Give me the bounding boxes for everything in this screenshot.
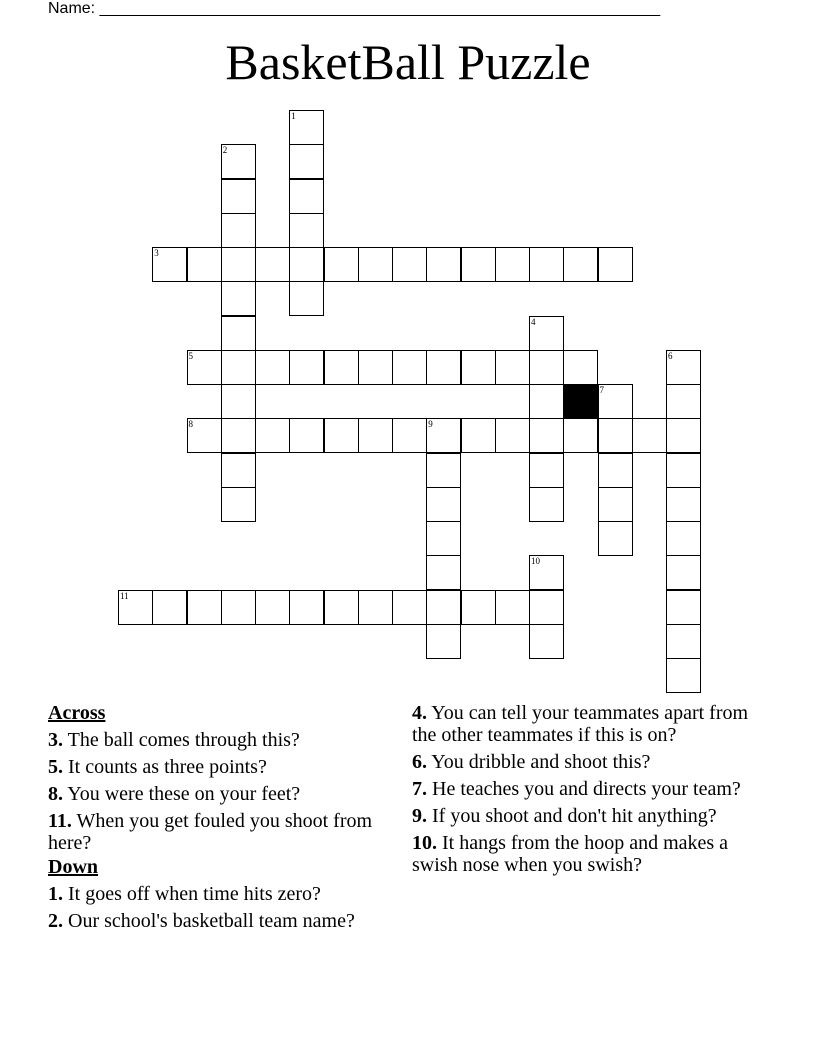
grid-cell[interactable] xyxy=(461,350,496,385)
clue-number: 3. xyxy=(48,729,63,751)
grid-cell[interactable] xyxy=(289,110,324,145)
grid-block xyxy=(563,384,598,419)
grid-cell[interactable] xyxy=(529,316,564,351)
clue-across-8 xyxy=(48,783,388,805)
clues-right-column xyxy=(412,702,774,881)
clue-across-5 xyxy=(48,756,388,778)
grid-cell[interactable] xyxy=(495,418,530,453)
cell-number: 9 xyxy=(428,419,433,430)
grid-cell[interactable] xyxy=(392,418,427,453)
grid-cell[interactable] xyxy=(529,487,564,522)
grid-cell[interactable] xyxy=(255,350,290,385)
grid-cell[interactable] xyxy=(426,453,461,488)
grid-cell[interactable] xyxy=(221,281,256,316)
cell-number: 3 xyxy=(154,248,159,258)
clue-text: If you shoot and don't hit anything? xyxy=(432,805,717,827)
clue-down-2 xyxy=(48,910,388,932)
grid-cell[interactable] xyxy=(426,247,461,282)
puzzle-title: BasketBall Puzzle xyxy=(225,34,591,90)
grid-cell[interactable] xyxy=(152,590,187,625)
grid-cell[interactable] xyxy=(426,350,461,385)
down-heading: Down xyxy=(48,856,99,878)
grid-cell[interactable] xyxy=(666,384,701,419)
grid-cell[interactable] xyxy=(289,213,324,248)
grid-cell[interactable] xyxy=(529,418,564,453)
cell-number: 10 xyxy=(531,556,540,567)
clue-text: It counts as three points? xyxy=(68,756,267,778)
grid-cell[interactable] xyxy=(495,247,530,282)
grid-cell[interactable] xyxy=(666,453,701,488)
grid-cell[interactable] xyxy=(324,418,359,453)
clue-number: 8. xyxy=(48,783,63,805)
cell-number: 5 xyxy=(188,350,193,361)
grid-cell[interactable] xyxy=(358,247,393,282)
grid-cell[interactable] xyxy=(221,144,256,179)
grid-cell[interactable] xyxy=(495,350,530,385)
grid-cell[interactable] xyxy=(255,590,290,625)
grid-cell[interactable] xyxy=(392,247,427,282)
cell-number: 1 xyxy=(291,111,296,121)
grid-cell[interactable] xyxy=(221,316,256,351)
grid-cell[interactable] xyxy=(426,418,461,453)
clue-down-7 xyxy=(412,778,774,800)
cell-number: 2 xyxy=(222,145,228,156)
clue-down-9 xyxy=(412,805,774,827)
cell-number: 6 xyxy=(668,350,673,361)
clue-text: You were these on your feet? xyxy=(67,783,301,805)
grid-cell[interactable] xyxy=(324,247,359,282)
grid-cell[interactable] xyxy=(598,247,633,282)
grid-cell[interactable] xyxy=(221,590,256,625)
grid-cell[interactable] xyxy=(529,247,564,282)
grid-cell[interactable] xyxy=(152,247,187,282)
clue-text: It goes off when time hits zero? xyxy=(68,883,321,905)
grid-cell[interactable] xyxy=(392,350,427,385)
grid-cell[interactable] xyxy=(495,590,530,625)
grid-cell[interactable] xyxy=(529,590,564,625)
clue-down-6 xyxy=(412,751,774,773)
cell-number: 4 xyxy=(531,316,536,327)
grid-cell[interactable] xyxy=(221,453,256,488)
grid-cell[interactable] xyxy=(563,418,598,453)
grid-cell[interactable] xyxy=(289,590,324,625)
clue-number: 6. xyxy=(412,751,427,773)
grid-cell[interactable] xyxy=(187,590,222,625)
clue-down-1 xyxy=(48,883,388,905)
clue-text: You can tell your teammates apart from the other teammates if this is on? xyxy=(412,702,749,746)
cell-number: 11 xyxy=(120,590,129,601)
grid-cell[interactable] xyxy=(666,658,701,693)
grid-cell[interactable] xyxy=(598,521,633,556)
grid-cell[interactable] xyxy=(255,247,290,282)
grid-cell[interactable] xyxy=(358,350,393,385)
name-field[interactable]: Name: _______________________________________________________________ xyxy=(48,0,661,17)
grid-cell[interactable] xyxy=(221,384,256,419)
grid-cell[interactable] xyxy=(666,521,701,556)
grid-cell[interactable] xyxy=(324,590,359,625)
clue-number: 9. xyxy=(412,805,427,827)
grid-cell[interactable] xyxy=(529,555,564,590)
grid-cell[interactable] xyxy=(221,350,256,385)
clues-left-column xyxy=(48,702,388,937)
grid-cell[interactable] xyxy=(598,384,633,419)
grid-cell[interactable] xyxy=(563,350,598,385)
grid-cell[interactable] xyxy=(529,384,564,419)
cell-number: 8 xyxy=(188,419,193,430)
grid-cell[interactable] xyxy=(529,624,564,659)
grid-cell[interactable] xyxy=(563,247,598,282)
clue-number: 5. xyxy=(48,756,63,778)
grid-cell[interactable] xyxy=(289,281,324,316)
grid-cell[interactable] xyxy=(666,487,701,522)
grid-cell[interactable] xyxy=(289,418,324,453)
grid-cell[interactable] xyxy=(598,418,633,453)
clue-number: 11. xyxy=(48,810,72,832)
across-heading: Across xyxy=(48,702,106,724)
grid-cell[interactable] xyxy=(187,350,222,385)
grid-cell[interactable] xyxy=(221,213,256,248)
clue-number: 2. xyxy=(48,910,63,932)
grid-cell[interactable] xyxy=(324,350,359,385)
grid-cell[interactable] xyxy=(187,418,222,453)
grid-cell[interactable] xyxy=(461,418,496,453)
grid-cell[interactable] xyxy=(392,590,427,625)
grid-cell[interactable] xyxy=(289,350,324,385)
clue-across-3 xyxy=(48,729,388,751)
grid-cell[interactable] xyxy=(426,590,461,625)
clue-number: 1. xyxy=(48,883,63,905)
grid-cell[interactable] xyxy=(632,418,667,453)
grid-cell[interactable] xyxy=(221,418,256,453)
grid-cell[interactable] xyxy=(289,144,324,179)
grid-cell[interactable] xyxy=(221,487,256,522)
grid-cell[interactable] xyxy=(426,624,461,659)
grid-cell[interactable] xyxy=(666,590,701,625)
clue-text: He teaches you and directs your team? xyxy=(432,778,741,800)
grid-cell[interactable] xyxy=(118,590,153,625)
cell-number: 7 xyxy=(599,385,604,395)
clue-text: Our school's basketball team name? xyxy=(68,910,355,932)
clue-text: It hangs from the hoop and makes a swish nose when you swish? xyxy=(412,832,729,876)
grid-cell[interactable] xyxy=(461,590,496,625)
clue-text: You dribble and shoot this? xyxy=(431,751,651,773)
grid-cell[interactable] xyxy=(598,487,633,522)
grid-cell[interactable] xyxy=(666,350,701,385)
grid-cell[interactable] xyxy=(358,590,393,625)
grid-cell[interactable] xyxy=(289,247,324,282)
clue-number: 10. xyxy=(412,832,437,854)
grid-cell[interactable] xyxy=(426,487,461,522)
clue-text: The ball comes through this? xyxy=(67,729,300,751)
grid-cell[interactable] xyxy=(426,555,461,590)
grid-cell[interactable] xyxy=(461,247,496,282)
grid-cell[interactable] xyxy=(358,418,393,453)
grid-cell[interactable] xyxy=(529,453,564,488)
grid-cell[interactable] xyxy=(529,350,564,385)
clue-down-4 xyxy=(412,702,774,746)
clue-down-10 xyxy=(412,832,774,876)
clue-text: When you get fouled you shoot from here? xyxy=(48,810,373,854)
grid-cell[interactable] xyxy=(221,179,256,214)
grid-cell[interactable] xyxy=(666,555,701,590)
clue-across-11 xyxy=(48,810,388,854)
grid-cell[interactable] xyxy=(221,247,256,282)
grid-cell[interactable] xyxy=(289,179,324,214)
grid-cell[interactable] xyxy=(255,418,290,453)
clue-number: 4. xyxy=(412,702,427,724)
grid-cell[interactable] xyxy=(187,247,222,282)
grid-cell[interactable] xyxy=(426,521,461,556)
grid-cell[interactable] xyxy=(666,418,701,453)
clue-number: 7. xyxy=(412,778,427,800)
grid-cell[interactable] xyxy=(598,453,633,488)
grid-cell[interactable] xyxy=(666,624,701,659)
